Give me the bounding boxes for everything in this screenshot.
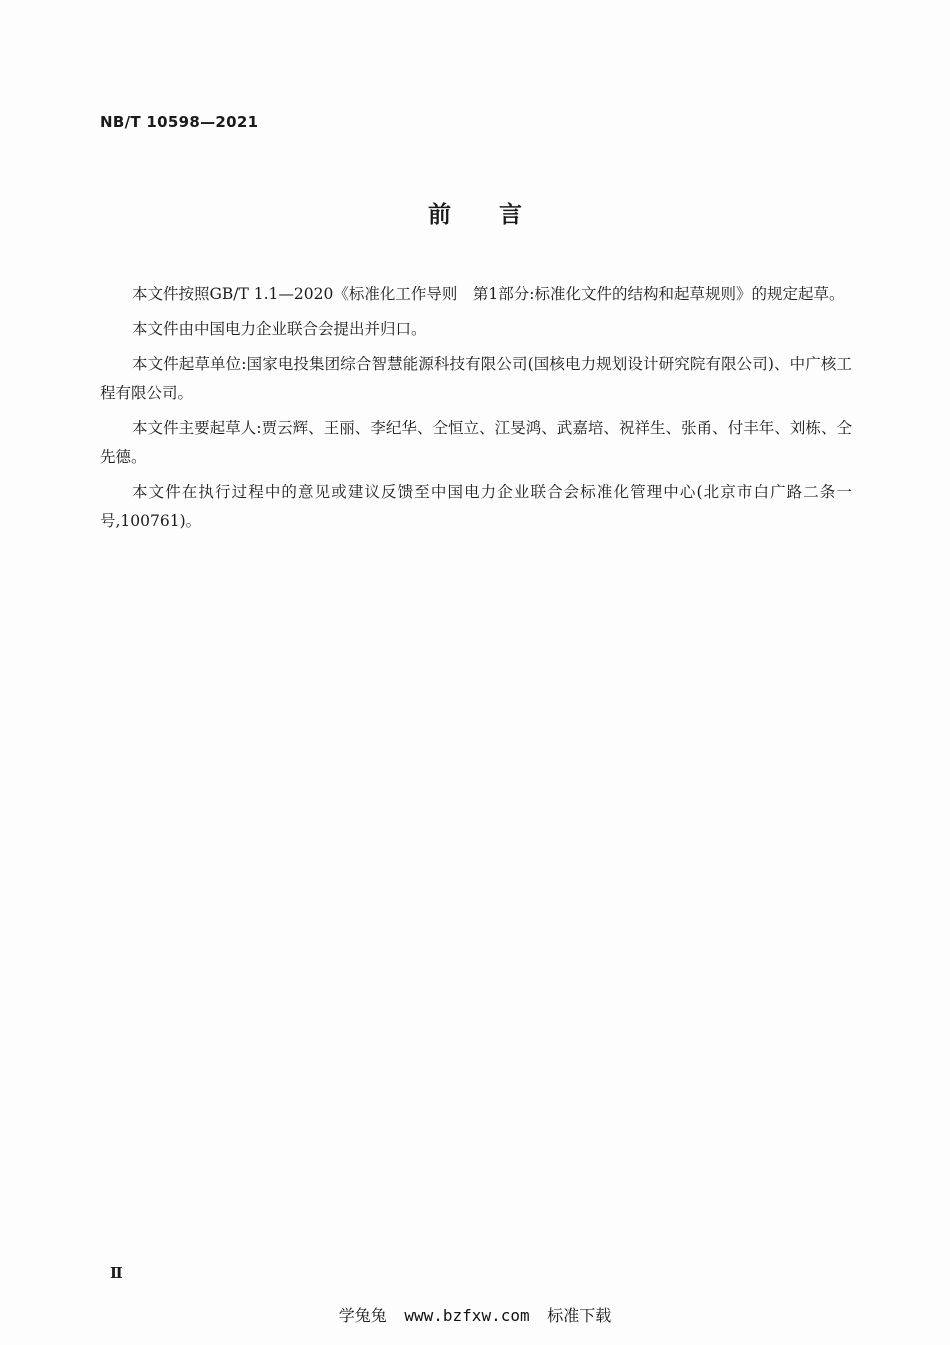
paragraph-drafting-rules: 本文件按照GB/T 1.1—2020《标准化工作导则 第1部分:标准化文件的结构和起草规则》的规定起草。 (132, 285, 845, 303)
footer-site-name: 学兔兔 (338, 1306, 387, 1325)
paragraph-feedback: 本文件在执行过程中的意见或建议反馈至中国电力企业联合会标准化管理中心(北京市白广路二条一号,100761)。 (100, 483, 852, 530)
foreword-body (100, 280, 852, 542)
page-title: 前言 (428, 202, 570, 228)
standard-number: NB/T 10598—2021 (100, 113, 259, 131)
paragraph-proposer: 本文件由中国电力企业联合会提出并归口。 (132, 320, 427, 338)
footer-tagline: 标准下载 (547, 1306, 612, 1325)
footer-watermark (0, 1303, 950, 1326)
paragraph-drafters: 本文件主要起草人:贾云辉、王丽、李纪华、仝恒立、江旻鸿、武嘉培、祝祥生、张甬、付丰年、刘栋、仝先德。 (100, 419, 852, 466)
paragraph-drafting-units: 本文件起草单位:国家电投集团综合智慧能源科技有限公司(国核电力规划设计研究院有限公司)、中广核工程有限公司。 (100, 355, 852, 402)
footer-url[interactable]: www.bzfxw.com (404, 1306, 530, 1325)
page-number: Ⅱ (110, 1264, 123, 1282)
